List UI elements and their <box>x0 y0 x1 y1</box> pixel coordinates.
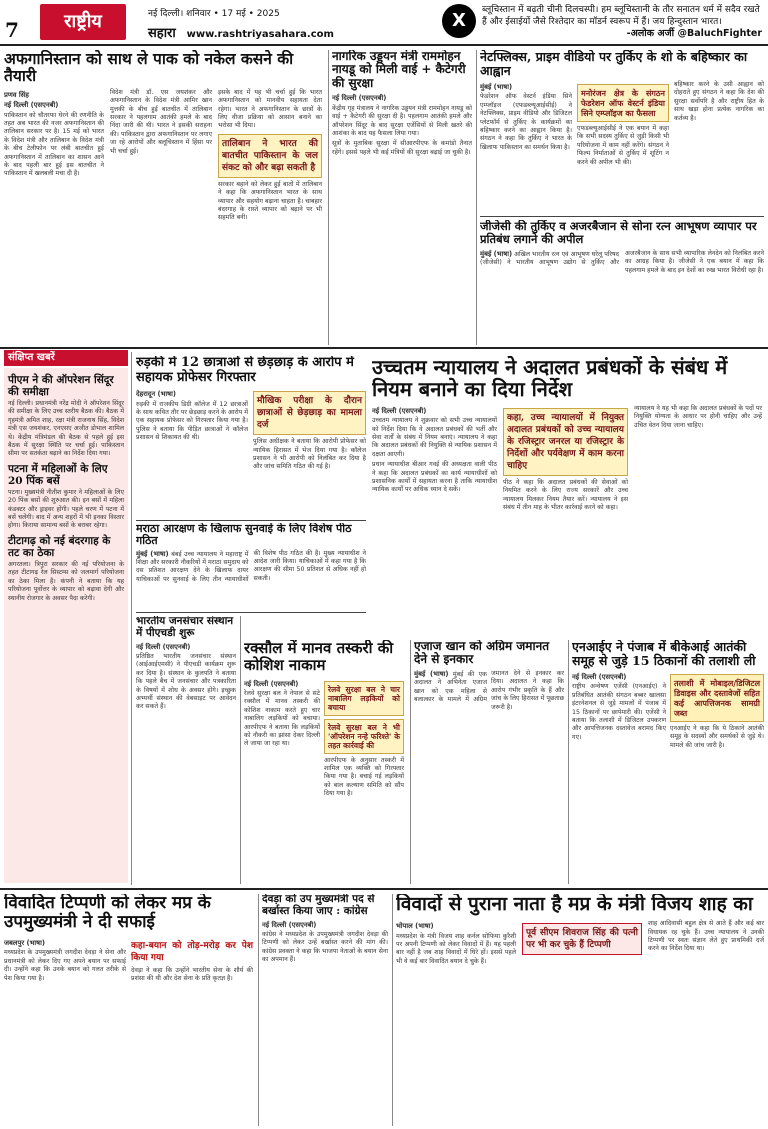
article-nia: एनआईए ने पंजाब में बीकेआई आतंकी समूह से जुड़े 15 ठिकानों की तलाशी ली नई दिल्ली (एसएनबी) राष्ट्रीय अन्वेषण एजेंसी (एनआईए) ने प्रतिबंधित आतंकी संगठन बब्बर खालसा इंटरनेशनल से जुड़े मामलों में पंजाब में 15 ठिकानों पर छापेमारी की। एजेंसी ने बताया कि तलाशी में डिजिटल उपकरण और आपत्तिजनक दस्तावेज बरामद किए गए। तलाशी में मोबाइल/डिजिटल डिवाइस और दस्तावेजों सहित कई आपत्तिजनक सामग्री जब्त एनआईए ने कहा कि ये ठिकाने आतंकी समूह के सदस्यों और समर्थकों से जुड़े थे। मामले की जांच जारी है। <box>572 640 764 749</box>
masthead-rule <box>0 44 768 46</box>
article-supreme-court: उच्चतम न्यायालय ने अदालत प्रबंधकों के संबंध में नियम बनाने का दिया निर्देश नई दिल्ली (एसएनबी) उच्चतम न्यायालय ने शुक्रवार को सभी उच्च न्यायालयों को निर्देश दिया कि वे अदालत प्रबंधकों की भर्ती और सेवा शर्तों के संबंध में नियम बनाएं। न्यायालय ने कहा कि अदालत प्रबंधकों की नियुक्ति से न्यायिक प्रशासन में दक्षता आएगी। प्रधान न्यायाधीश बीआर गवई की अध्यक्षता वाली पीठ ने कहा कि अदालत प्रबंधकों का कार्य न्यायाधीशों को प्रशासनिक कार्यों में सहायता करना है ताकि न्यायाधीश न्यायिक कार्यों पर अधिक ध्यान दे सकें। कहा, उच्च न्यायालयों में नियुक्त अदालत प्रबंधकों को उच्च न्यायालय के रजिस्ट्रार जनरल या रजिस्ट्रार के निर्देशों और पर्यवेक्षण में काम करना चाहिए पीठ ने कहा कि अदालत प्रबंधकों की सेवाओं को नियमित करने के लिए राज्य सरकारें और उच्च न्यायालय मिलकर नियम तैयार करें। न्यायालय ने इस संबंध में तीन माह के भीतर कार्रवाई करने को कहा। न्यायालय ने यह भी कहा कि अदालत प्रबंधकों के पदों पर नियुक्ति योग्यता के आधार पर होनी चाहिए और उन्हें उचित वेतन दिया जाना चाहिए। <box>372 356 762 511</box>
pull-quote-1: रेलवे सुरक्षा बल ने चार नाबालिग लड़कियों को बचाया <box>324 681 404 716</box>
pull-quote: कहा-बयान को तोड़-मरोड़ कर पेश किया गया <box>131 941 253 964</box>
headline: नागरिक उड्डयन मंत्री राममोहन नायडू को मिली वाई + कैटेगरी की सुरक्षा <box>332 50 466 90</box>
headline: विवादित टिप्पणी को लेकर मप्र के उपमुख्यमंत्री ने दी सफाई <box>4 894 211 933</box>
x-logo-icon: X <box>442 4 476 38</box>
newspaper-logo: राष्ट्रीय <box>40 4 126 40</box>
headline: अफगानिस्तान को साथ ले पाक को नकेल कसने की तैयारी <box>4 50 294 86</box>
headline: एनआईए ने पंजाब में बीकेआई आतंकी समूह से जुड़े 15 ठिकानों की तलाशी ली <box>572 640 756 668</box>
pull-quote: तालिबान ने भारत की बातचीत पाकिस्तान के जल संकट को और बढ़ा सकती है <box>218 134 322 178</box>
article-rurki: रुड़की में 12 छात्राओं से छेड़छाड़ के आरोप में सहायक प्रोफेसर गिरफ्तार देहरादून (भाषा) रुड़की में राजकीय डिग्री कॉलेज में 12 छात्राओं के साथ कथित तौर पर छेड़छाड़ करने के आरोप में एक सहायक प्रोफेसर को गिरफ्तार किया गया है। पुलिस ने बताया कि पीड़ित छात्राओं ने कॉलेज प्रशासन से शिकायत की थी। मौखिक परीक्षा के दौरान छात्राओं से छेड़छाड़ का मामला दर्ज पुलिस अधीक्षक ने बताया कि आरोपी प्रोफेसर को न्यायिक हिरासत में भेज दिया गया है। कॉलेज प्रशासन ने भी आरोपी को निलंबित कर दिया है और जांच समिति गठित की गई है। <box>136 356 366 471</box>
date-line: नई दिल्ली। शनिवार • 17 मई • 2025 सहारा www.rashtriyasahara.com <box>148 9 334 41</box>
headline: रक्सौल में मानव तस्करी की कोशिश नाकाम <box>244 640 394 674</box>
headline: भारतीय जनसंचार संस्थान में पीएचडी शुरू <box>136 616 234 639</box>
headline: उच्चतम न्यायालय ने अदालत प्रबंधकों के संबंध में नियम बनाने का दिया निर्देश <box>372 356 728 402</box>
pull-quote: तलाशी में मोबाइल/डिजिटल डिवाइस और दस्तावेजों सहित कई आपत्तिजनक सामग्री जब्त <box>670 674 764 722</box>
quote-author: -अलोक अर्जी <box>626 28 675 39</box>
headline: नेटफ्लिक्स, प्राइम वीडियो पर तुर्किए के शो के बहिष्कार का आह्वान <box>480 50 748 78</box>
social-quote: ब्लूचिस्तान में बढ़ती चीनी दिलचस्पी। हम ब्लूचिस्तानी के तौर सनातन धर्म में सदैव रखते हैं और ईसाईयों जैसे रिश्तेदार का मॉडर्न स्वरूप में हैं। जय हिन्दुस्तान भारत। -अलोक अर्जी @BaluchFighter <box>482 5 762 39</box>
article-raxaul: रक्सौल में मानव तस्करी की कोशिश नाकाम नई दिल्ली (एसएनबी) रेलवे सुरक्षा बल ने नेपाल से सटे रक्सौल में मानव तस्करी की कोशिश नाकाम करते हुए चार नाबालिग लड़कियों को बचाया। आरपीएफ ने बताया कि लड़कियों को नौकरी का झांसा देकर दिल्ली ले जाया जा रहा था। रेलवे सुरक्षा बल ने चार नाबालिग लड़कियों को बचाया रेलवे सुरक्षा बल ने भी 'ऑपरेशन नन्हे फरिश्ते' के तहत कार्रवाई की आरपीएफ के अनुसार तस्करी में शामिल एक व्यक्ति को गिरफ्तार किया गया है। बचाई गई लड़कियों को बाल कल्याण समिति को सौंप दिया गया है। <box>244 640 404 798</box>
headline: जीजेसी की तुर्किए व अजरबैजान से सोना रत्न आभूषण व्यापार पर प्रतिबंध लगाने की अपील <box>480 220 757 246</box>
article-rammohan: नागरिक उड्डयन मंत्री राममोहन नायडू को मिली वाई + कैटेगरी की सुरक्षा नई दिल्ली (एसएनबी) केंद्रीय गृह मंत्रालय ने नागरिक उड्डयन मंत्री राममोहन नायडू को वाई + कैटेगरी की सुरक्षा दी है। पहलगाम आतंकी हमले और ऑपरेशन सिंदूर के बाद सुरक्षा एजेंसियों से मिली खतरे की आशंका के बाद यह फैसला लिया गया। सूत्रों के मुताबिक सुरक्षा में सीआरपीएफ के कमांडो तैनात रहेंगे। इससे पहले भी कई मंत्रियों की सुरक्षा बढ़ाई जा चुकी है। <box>332 50 472 156</box>
pull-quote: मौखिक परीक्षा के दौरान छात्राओं से छेड़छाड़ का मामला दर्ज <box>253 391 366 435</box>
article-devda-remark: विवादित टिप्पणी को लेकर मप्र के उपमुख्यमंत्री ने दी सफाई जबलपुर (भाषा) मध्यप्रदेश के उपमुख्यमंत्री जगदीश देवड़ा ने सेना और प्रधानमंत्री को लेकर दिए गए अपने बयान पर सफाई दी। उन्होंने कहा कि उनके बयान को गलत तरीके से पेश किया गया है। कहा-बयान को तोड़-मरोड़ कर पेश किया गया देवड़ा ने कहा कि उन्होंने भारतीय सेना के शौर्य की प्रशंसा की थी और देश सेना के प्रति कृतज्ञ है। <box>4 894 253 983</box>
headline: एजाज खान को अग्रिम जमानत देने से इनकार <box>414 640 550 667</box>
brief-news-column: पीएम ने की ऑपरेशन सिंदूर की समीक्षा नई दिल्ली। प्रधानमंत्री नरेंद्र मोदी ने ऑपरेशन सिंदूर की समीक्षा के लिए उच्च स्तरीय बैठक की। बैठक में गृहमंत्री अमित शाह, रक्षा मंत्री राजनाथ सिंह, विदेश मंत्री एस जयशंकर, एनएसए अजीत डोभाल शामिल थे। केंद्रीय मंत्रिमंडल की बैठक से पहले हुई इस बैठक में सुरक्षा स्थिति पर चर्चा हुई। पाकिस्तान सीमा पर सतर्कता बढ़ाने का निर्देश दिया गया। पटना में महिलाओं के लिए 20 पिंक बसें पटना। मुख्यमंत्री नीतीश कुमार ने महिलाओं के लिए 20 पिंक बसों की शुरुआत की। इन बसों में महिला कंडक्टर और ड्राइवर होंगी। पहले चरण में पटना में बसें चलेंगी। बाद में अन्य शहरों में भी इनका विस्तार होगा। किराया सामान्य बसों के बराबर रहेगा। टीटागढ़ को नई बंदरगाह के तट का ठेका अगरतला। त्रिपुरा सरकार की नई परियोजना के तहत टीटागढ़ रेल सिस्टम्स को जलमार्ग परियोजना का ठेका मिला है। कंपनी ने बताया कि यह परियोजना पूर्वोत्तर के व्यापार को बढ़ावा देगी और स्थानीय रोजगार के अवसर पैदा करेगी। <box>4 368 128 883</box>
headline: रुड़की में 12 छात्राओं से छेड़छाड़ के आरोप में सहायक प्रोफेसर गिरफ्तार <box>136 356 354 385</box>
headline: देवड़ा को उप मुख्यमंत्री पद से बर्खास्त किया जाए : कांग्रेस <box>262 894 375 917</box>
x-handle[interactable]: @BaluchFighter <box>677 28 762 39</box>
article-ejaz-khan: एजाज खान को अग्रिम जमानत देने से इनकार मुंबई (भाषा) मुंबई की एक अदालत ने अभिनेता एजाज खान को एक महिला से बलात्कार के मामले में अग्रिम जमानत देने से इनकार कर दिया। अदालत ने कहा कि आरोप गंभीर प्रकृति के हैं और जांच के लिए हिरासत में पूछताछ जरूरी है। <box>414 640 564 711</box>
article-congress-demand: देवड़ा को उप मुख्यमंत्री पद से बर्खास्त किया जाए : कांग्रेस नई दिल्ली (एसएनबी) कांग्रेस ने मध्यप्रदेश के उपमुख्यमंत्री जगदीश देवड़ा की टिप्पणी को लेकर उन्हें बर्खास्त करने की मांग की। कांग्रेस प्रवक्ता ने कहा कि भाजपा नेताओं के बयान सेना का अपमान हैं। <box>262 894 388 964</box>
article-afghanistan: अफगानिस्तान को साथ ले पाक को नकेल कसने की तैयारी प्रणव सिंह नई दिल्ली (एसएनबी) पाकिस्तान को चौतरफा घेरने की रणनीति के तहत अब भारत की नजर अफगानिस्तान की तालिबान सरकार पर है। 15 मई को भारत के विदेश मंत्री और तालिबान के विदेश मंत्री के बीच टेलीफोन पर लंबी बातचीत हुई अफगानिस्तान में तालिबान का शासन आने के बाद पहली बार हुई इस बातचीत ने पाकिस्तान में खलबली मचा दी है। विदेश मंत्री डॉ. एस जयशंकर और अफगानिस्तान के विदेश मंत्री आमिर खान मुत्तकी के बीच हुई बातचीत में तालिबान सरकार ने पहलगाम आतंकी हमले के बाद निंदा जारी की थी। भारत ने इसकी सराहना की। पाकिस्तान द्वारा अफगानिस्तान पर लगाए जा रहे आरोपों और बलूचिस्तान में हिंसा पर भी चर्चा हुई। इसके बाद में यह भी चर्चा हुई कि भारत अफगानिस्तान को मानवीय सहायता देता रहेगा। भारत ने अफगानिस्तान के छात्रों के लिए वीजा प्रक्रिया को आसान बनाने का भरोसा भी दिया। तालिबान ने भारत की बातचीत पाकिस्तान के जल संकट को और बढ़ा सकती है सरकार बहाने को लेकर हुई बातों में तालिबान ने कहा कि अफगानिस्तान भारत के साथ व्यापार और सहयोग बढ़ाना चाहता है। चाबहार बंदरगाह के रास्ते व्यापार को बढ़ाने पर भी सहमति बनी। <box>4 50 322 222</box>
masthead <box>0 0 768 44</box>
pull-quote: पूर्व सीएम शिवराज सिंह की पत्नी पर भी कर चुके हैं टिप्पणी <box>522 923 642 955</box>
article-iimc: भारतीय जनसंचार संस्थान में पीएचडी शुरू नई दिल्ली (एसएनबी) प्रतिष्ठित भारतीय जनसंचार संस्थान (आईआईएमसी) ने पीएचडी कार्यक्रम शुरू कर दिया है। संस्थान के कुलपति ने बताया कि पहले बैच में जनसंचार और पत्रकारिता के विषयों में शोध के अवसर होंगे। इच्छुक अभ्यर्थी संस्थान की वेबसाइट पर आवेदन कर सकते हैं। <box>136 616 236 711</box>
brief-title-2: पटना में महिलाओं के लिए 20 पिंक बसें <box>8 462 108 487</box>
headline: विवादों से पुराना नाता है मप्र के मंत्री विजय शाह का <box>396 894 753 915</box>
headline: मराठा आरक्षण के खिलाफ सुनवाई के लिए विशेष पीठ गठित <box>136 523 352 548</box>
brief-title-1: पीएम ने की ऑपरेशन सिंदूर की समीक्षा <box>8 374 114 398</box>
brief-news-tag: संक्षिप्त खबरें <box>4 350 128 366</box>
page-number: 7 <box>5 18 19 42</box>
dateline: नई दिल्ली (एसएनबी) <box>4 101 59 110</box>
pull-quote: कहा, उच्च न्यायालयों में नियुक्त अदालत प्रबंधकों को उच्च न्यायालय के रजिस्ट्रार जनरल या रजिस्ट्रार के निर्देशों और पर्यवेक्षण में काम करना चाहिए <box>503 408 628 476</box>
article-jewellery: जीजेसी की तुर्किए व अजरबैजान से सोना रत्न आभूषण व्यापार पर प्रतिबंध लगाने की अपील मुंबई (भाषा) अखिल भारतीय रत्न एवं आभूषण घरेलू परिषद (जीजेसी) ने भारतीय आभूषण उद्योग से तुर्किए और अजरबैजान के साथ सभी व्यापारिक लेनदेन को निलंबित करने का आग्रह किया है। जीजेसी ने एक बयान में कहा कि पहलगाम हमले के बाद इन देशों का रुख भारत विरोधी रहा है। <box>480 220 764 274</box>
byline: प्रणव सिंह <box>4 90 29 99</box>
brand-name: सहारा <box>148 26 176 41</box>
pull-quote: मनोरंजन क्षेत्र के संगठन फेडरेशन ऑफ वेस्टर्न इंडिया सिने एम्प्लॉइज का फैसला <box>577 84 669 122</box>
article-maratha: मराठा आरक्षण के खिलाफ सुनवाई के लिए विशेष पीठ गठित मुंबई (भाषा) बंबई उच्च न्यायालय ने महाराष्ट्र में शिक्षा और सरकारी नौकरियों में मराठा समुदाय को दस प्रतिशत आरक्षण देने के खिलाफ दायर याचिकाओं पर सुनवाई के लिए तीन न्यायाधीशों की विशेष पीठ गठित की है। मुख्य न्यायाधीश ने आदेश जारी किया। याचिकाओं में कहा गया है कि आरक्षण की सीमा 50 प्रतिशत से अधिक नहीं हो सकती। <box>136 523 366 583</box>
brief-title-3: टीटागढ़ को नई बंदरगाह के तट का ठेका <box>8 534 111 559</box>
website-link[interactable]: www.rashtriyasahara.com <box>186 29 334 40</box>
article-netflix: नेटफ्लिक्स, प्राइम वीडियो पर तुर्किए के शो के बहिष्कार का आह्वान मुंबई (भाषा) फेडरेशन ऑफ वेस्टर्न इंडिया सिने एम्प्लॉइज (एफडब्ल्यूआईसीई) ने नेटफ्लिक्स, प्राइम वीडियो और डिजिटल प्लेटफॉर्म से तुर्किए के कार्यक्रमों का बहिष्कार करने का आह्वान किया है। संगठन ने कहा कि तुर्किए ने भारत के खिलाफ पाकिस्तान का समर्थन किया है। मनोरंजन क्षेत्र के संगठन फेडरेशन ऑफ वेस्टर्न इंडिया सिने एम्प्लॉइज का फैसला एफडब्ल्यूआईसीई ने एक बयान में कहा कि सभी सदस्य तुर्किए से जुड़ी किसी भी परियोजना में काम नहीं करेंगे। संगठन ने फिल्म निर्माताओं से तुर्किए में शूटिंग न करने की अपील भी की। बहिष्कार करने के उसी आह्वान को दोहराते हुए संगठन ने कहा कि देश की सुरक्षा सर्वोपरि है और राष्ट्रीय हित के साथ खड़ा होना प्रत्येक नागरिक का कर्तव्य है। <box>480 50 764 166</box>
article-vijay-shah: विवादों से पुराना नाता है मप्र के मंत्री विजय शाह का भोपाल (भाषा) मध्यप्रदेश के मंत्री विजय शाह कर्नल सोफिया कुरैशी पर अपनी टिप्पणी को लेकर विवादों में हैं। यह पहली बार नहीं है जब शाह विवादों में घिरे हों। इससे पहले भी वे कई बार विवादित बयान दे चुके हैं। पूर्व सीएम शिवराज सिंह की पत्नी पर भी कर चुके हैं टिप्पणी शाह आदिवासी बहुल क्षेत्र से आते हैं और कई बार विधायक रह चुके हैं। उच्च न्यायालय ने उनकी टिप्पणी पर स्वतः संज्ञान लेते हुए प्राथमिकी दर्ज करने का निर्देश दिया था। <box>396 894 764 965</box>
pull-quote-2: रेलवे सुरक्षा बल ने भी 'ऑपरेशन नन्हे फरिश्ते' के तहत कार्रवाई की <box>324 719 404 754</box>
